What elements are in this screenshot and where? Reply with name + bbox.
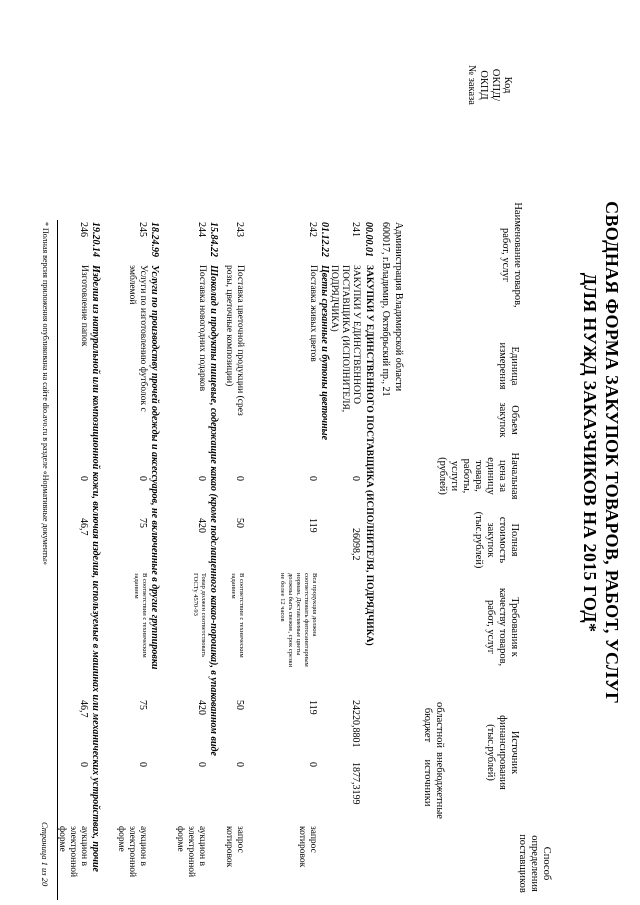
footer-note: * Полная версия приложения опубликована на сайте dio.avo.ru в разделе «Нормативные документы» xyxy=(41,222,50,565)
header-code: Код ОКПД/ ОКПД № заказа xyxy=(466,65,513,105)
row-total: 26098,2 xyxy=(350,528,361,561)
row-name: Поставка цветочной продукции (срез розы, цветочные композиции) xyxy=(224,265,245,416)
section-title: Шоколад и продукты пищевые, содержащие какао (кроме подслащенного какао-порошка), в упакованном виде xyxy=(208,265,219,756)
row-method: аукцион в электронной форме xyxy=(116,826,148,878)
row-number: 246 xyxy=(78,222,89,237)
row-name: Изготовление папок xyxy=(79,265,89,347)
row-number: 242 xyxy=(307,222,318,237)
header-total: Полная стоимость закупок (тыс.рублей) xyxy=(473,511,520,569)
row-requirements: Вся продукция должна соответствовать фитосанитарным нормам. Доставляемые цветы должны быть свежие, срок срезки не более 12 часов xyxy=(279,573,318,668)
row-total: 420 xyxy=(196,518,207,533)
row-method: аукцион в электронной форме xyxy=(175,826,207,878)
page-title-line2: ДЛЯ НУЖД ЗАКАЗЧИКОВ НА 2015 ГОД* xyxy=(580,272,600,633)
row-method: запрос котировок xyxy=(297,826,318,868)
row-source-regional: 50 xyxy=(234,700,245,710)
section-code: 18.24.99 xyxy=(149,222,160,257)
row-method: аукцион в электронной форме xyxy=(57,826,89,878)
row-name: Услуги по изготовлению футболок с эмблемой xyxy=(127,265,148,412)
header-requirements: Требования к качеству товаров, работ, услуг xyxy=(485,587,520,667)
row-price: 0 xyxy=(196,476,207,481)
section-title: Услуги по производству прочей одежды и аксессуаров, не включенные в другие группировки xyxy=(149,265,160,670)
row-source-extra: 0 xyxy=(137,762,148,767)
header-source-regional: областной бюджет xyxy=(422,702,445,748)
header-volume: Объем закупок xyxy=(497,402,520,438)
header-method: Способ определения поставщиков xyxy=(517,834,552,893)
row-number: 241 xyxy=(350,222,361,237)
row-source-extra: 0 xyxy=(78,762,89,767)
customer-address: 600017, г.Владимир, Октябрьский пр., 21 xyxy=(380,222,391,397)
page-title-line1: СВОДНАЯ ФОРМА ЗАКУПОК ТОВАРОВ, РАБОТ, УСЛУГ xyxy=(602,201,622,704)
section-title: ЗАКУПКИ У ЕДИНСТВЕННОГО ПОСТАВЩИКА (ИСПОЛНИТЕЛЯ, ПОДРЯДЧИКА) xyxy=(364,265,374,646)
footer-divider xyxy=(57,220,58,900)
row-name: Поставка живых цветов xyxy=(308,265,318,362)
row-source-regional: 420 xyxy=(196,700,207,715)
row-source-extra: 0 xyxy=(234,762,245,767)
row-number: 245 xyxy=(137,222,148,237)
row-price: 0 xyxy=(78,476,89,481)
row-number: 243 xyxy=(234,222,245,237)
row-source-regional: 119 xyxy=(307,700,318,715)
header-name: Наименование товаров, работ, услуг xyxy=(500,202,523,308)
row-total: 50 xyxy=(234,518,245,528)
header-source: Источник финансирования (тыс.рублей) xyxy=(485,715,520,790)
row-requirements: В соответствии с техническим заданием xyxy=(230,573,245,658)
header-unit: Единица измерения xyxy=(497,342,520,390)
row-source-extra: 1877,3199 xyxy=(350,762,361,805)
row-price: 0 xyxy=(234,476,245,481)
section-code: 15.84.22 xyxy=(208,222,219,257)
row-number: 244 xyxy=(196,222,207,237)
header-source-extra: внебюджетные источники xyxy=(422,752,445,819)
row-source-regional: 75 xyxy=(137,700,148,710)
row-price: 0 xyxy=(350,476,361,481)
section-title: Цветы срезанные и бутоны цветочные xyxy=(319,265,330,441)
customer-name: Администрация Владимирской области xyxy=(393,222,404,392)
header-price: Начальная цена за единицу товара, работы, услуги (рублей) xyxy=(437,452,520,500)
row-total: 46,7 xyxy=(78,518,89,536)
row-source-extra: 0 xyxy=(307,762,318,767)
row-total: 119 xyxy=(307,518,318,533)
row-price: 0 xyxy=(137,476,148,481)
section-title: Изделия из натуральной или композиционной кожи, включая изделия, используемые в машинах или механических устройствах, прочие xyxy=(90,265,101,872)
row-total: 75 xyxy=(137,518,148,528)
row-source-regional: 46,7 xyxy=(78,700,89,718)
section-code: 00.00.01 xyxy=(363,222,374,257)
row-name: ЗАКУПКИ У ЕДИНСТВЕННОГО ПОСТАВЩИКА (ИСПОЛНИТЕЛЯ, ПОДРЯДЧИКА) xyxy=(329,265,361,413)
row-source-extra: 0 xyxy=(196,762,207,767)
row-name: Поставка новогодних подарков xyxy=(197,265,207,392)
row-method: запрос котировок xyxy=(224,826,245,868)
section-code: 01.12.22 xyxy=(319,222,330,257)
page-number: Страница 1 из 20 xyxy=(40,822,50,887)
row-requirements: Товар должен соответствовать ГОСТу 4570-93 xyxy=(192,573,207,658)
row-source-regional: 24220,8801 xyxy=(350,700,361,748)
row-requirements: В соответствии с техническим заданием xyxy=(133,573,148,658)
row-price: 0 xyxy=(307,476,318,481)
section-code: 19.20.14 xyxy=(90,222,101,257)
